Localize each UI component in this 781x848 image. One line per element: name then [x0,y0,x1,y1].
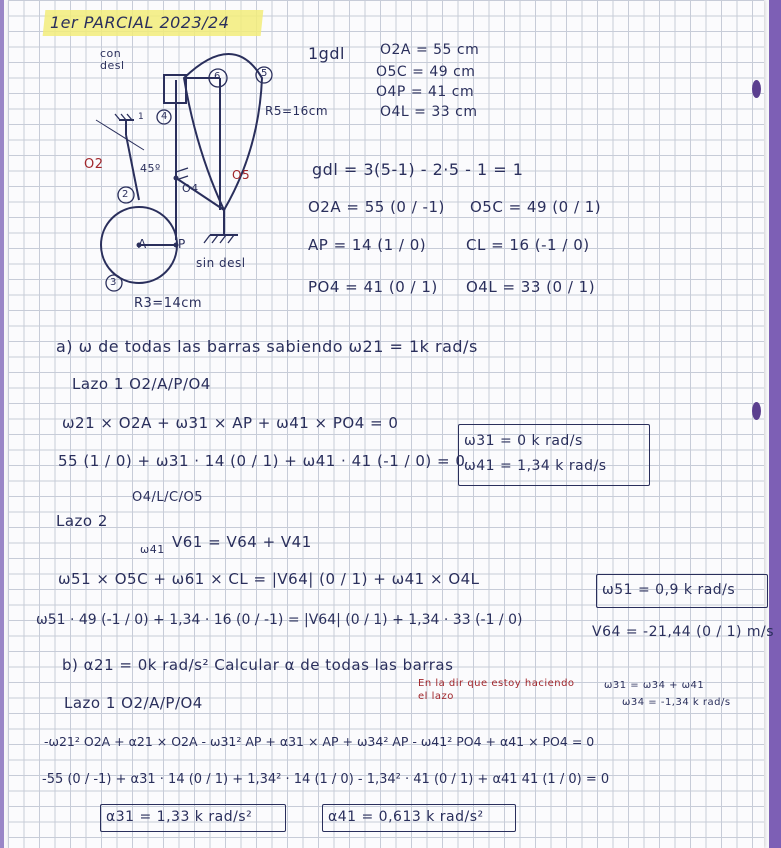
label-R5: R5=16cm [265,104,329,118]
part-a-statement: a) ω de todas las barras sabiendo ω21 = 1k rad/s [56,337,478,356]
part-a-lazo2: Lazo 2 [56,512,108,530]
binder-hole [752,402,761,420]
part-a-eq1-sub: 55 (1 / 0) + ω31 · 14 (0 / 1) + ω41 · 41 (-1 / 0) = 0 [58,452,466,470]
reference-line [96,120,144,150]
result-a41: α41 = 0,613 k rad/s² [328,809,484,825]
part-a-eq2-omega: ω41 [140,543,165,556]
part-a-lazo2-chain: O4/L/C/O5 [132,490,203,505]
ground-O2 [119,120,134,135]
link-number-2: 2 [122,189,129,200]
vector-CL: CL = 16 (-1 / 0) [466,236,590,254]
part-b-red-note: En la dir que estoy haciendo el lazo [418,678,575,702]
dim-O5C: O5C = 49 cm [376,64,476,80]
result-v64: V64 = -21,44 (0 / 1) m/s [592,624,775,640]
label-P: P [178,237,186,251]
label-45: 45º [140,162,161,175]
label-O4: O4 [182,182,199,195]
result-w41: ω41 = 1,34 k rad/s [464,458,607,474]
label-R3: R3=14cm [134,296,203,311]
ground-O5 [210,210,238,235]
link-number-6: 6 [214,71,221,82]
vector-O2A: O2A = 55 (0 / -1) [308,198,445,216]
dim-O2A: O2A = 55 cm [380,42,480,58]
gdl-formula: gdl = 3(5-1) - 2·5 - 1 = 1 [312,160,524,179]
label-O5: O5 [232,168,251,182]
part-b-eq1: -ω21² O2A + α21 × O2A - ω31² AP + α31 × AP + ω34² AP - ω41² PO4 + α41 × PO4 = 0 [44,734,595,749]
binding-edge [769,0,781,848]
part-a-eq2: V61 = V64 + V41 [172,533,312,551]
label-con-desl: con desl [100,47,125,72]
result-w31: ω31 = 0 k rad/s [464,433,583,449]
label-A: A [138,237,147,251]
part-b-eq1-sub: -55 (0 / -1) + α31 · 14 (0 / 1) + 1,34² · 14 (1 / 0) - 1,34² · 41 (0 / 1) + α41 41 (1 / 0) = 0 [42,772,610,787]
part-b-statement: b) α21 = 0k rad/s² Calcular α de todas las barras [62,656,454,674]
dim-O4L: O4L = 33 cm [380,104,478,120]
result-w51: ω51 = 0,9 k rad/s [602,582,736,598]
page-title: 1er PARCIAL 2023/24 [50,13,230,32]
result-a31: α31 = 1,33 k rad/s² [106,809,253,825]
gdl-note: 1gdl [308,44,345,63]
part-b-lazo1: Lazo 1 O2/A/P/O4 [64,694,203,712]
vector-O5C: O5C = 49 (0 / 1) [470,198,602,216]
link-number-3: 3 [110,277,117,288]
vector-PO4: PO4 = 41 (0 / 1) [308,278,438,296]
label-O2: O2 [84,157,104,172]
vector-O4L: O4L = 33 (0 / 1) [466,278,596,296]
side-note-w31: ω31 = ω34 + ω41 [604,680,705,691]
part-a-eq3: ω51 × O5C + ω61 × CL = |V64| (0 / 1) + ω41 × O4L [58,570,480,588]
link-number-1: 1 [138,112,145,122]
link-number-5: 5 [261,68,268,79]
side-note-w34: ω34 = -1,34 k rad/s [622,697,731,708]
link-number-4: 4 [161,111,168,122]
left-page-edge [0,0,4,848]
part-a-lazo1: Lazo 1 O2/A/P/O4 [72,375,211,393]
label-sin-desl: sin desl [196,256,246,270]
part-a-eq1: ω21 × O2A + ω31 × AP + ω41 × PO4 = 0 [62,414,399,432]
part-a-eq3-sub: ω51 · 49 (-1 / 0) + 1,34 · 16 (0 / -1) = |V64| (0 / 1) + 1,34 · 33 (-1 / 0) [36,612,523,628]
dim-O4P: O4P = 41 cm [376,84,475,100]
binder-hole [752,80,761,98]
vector-AP: AP = 14 (1 / 0) [308,236,427,254]
